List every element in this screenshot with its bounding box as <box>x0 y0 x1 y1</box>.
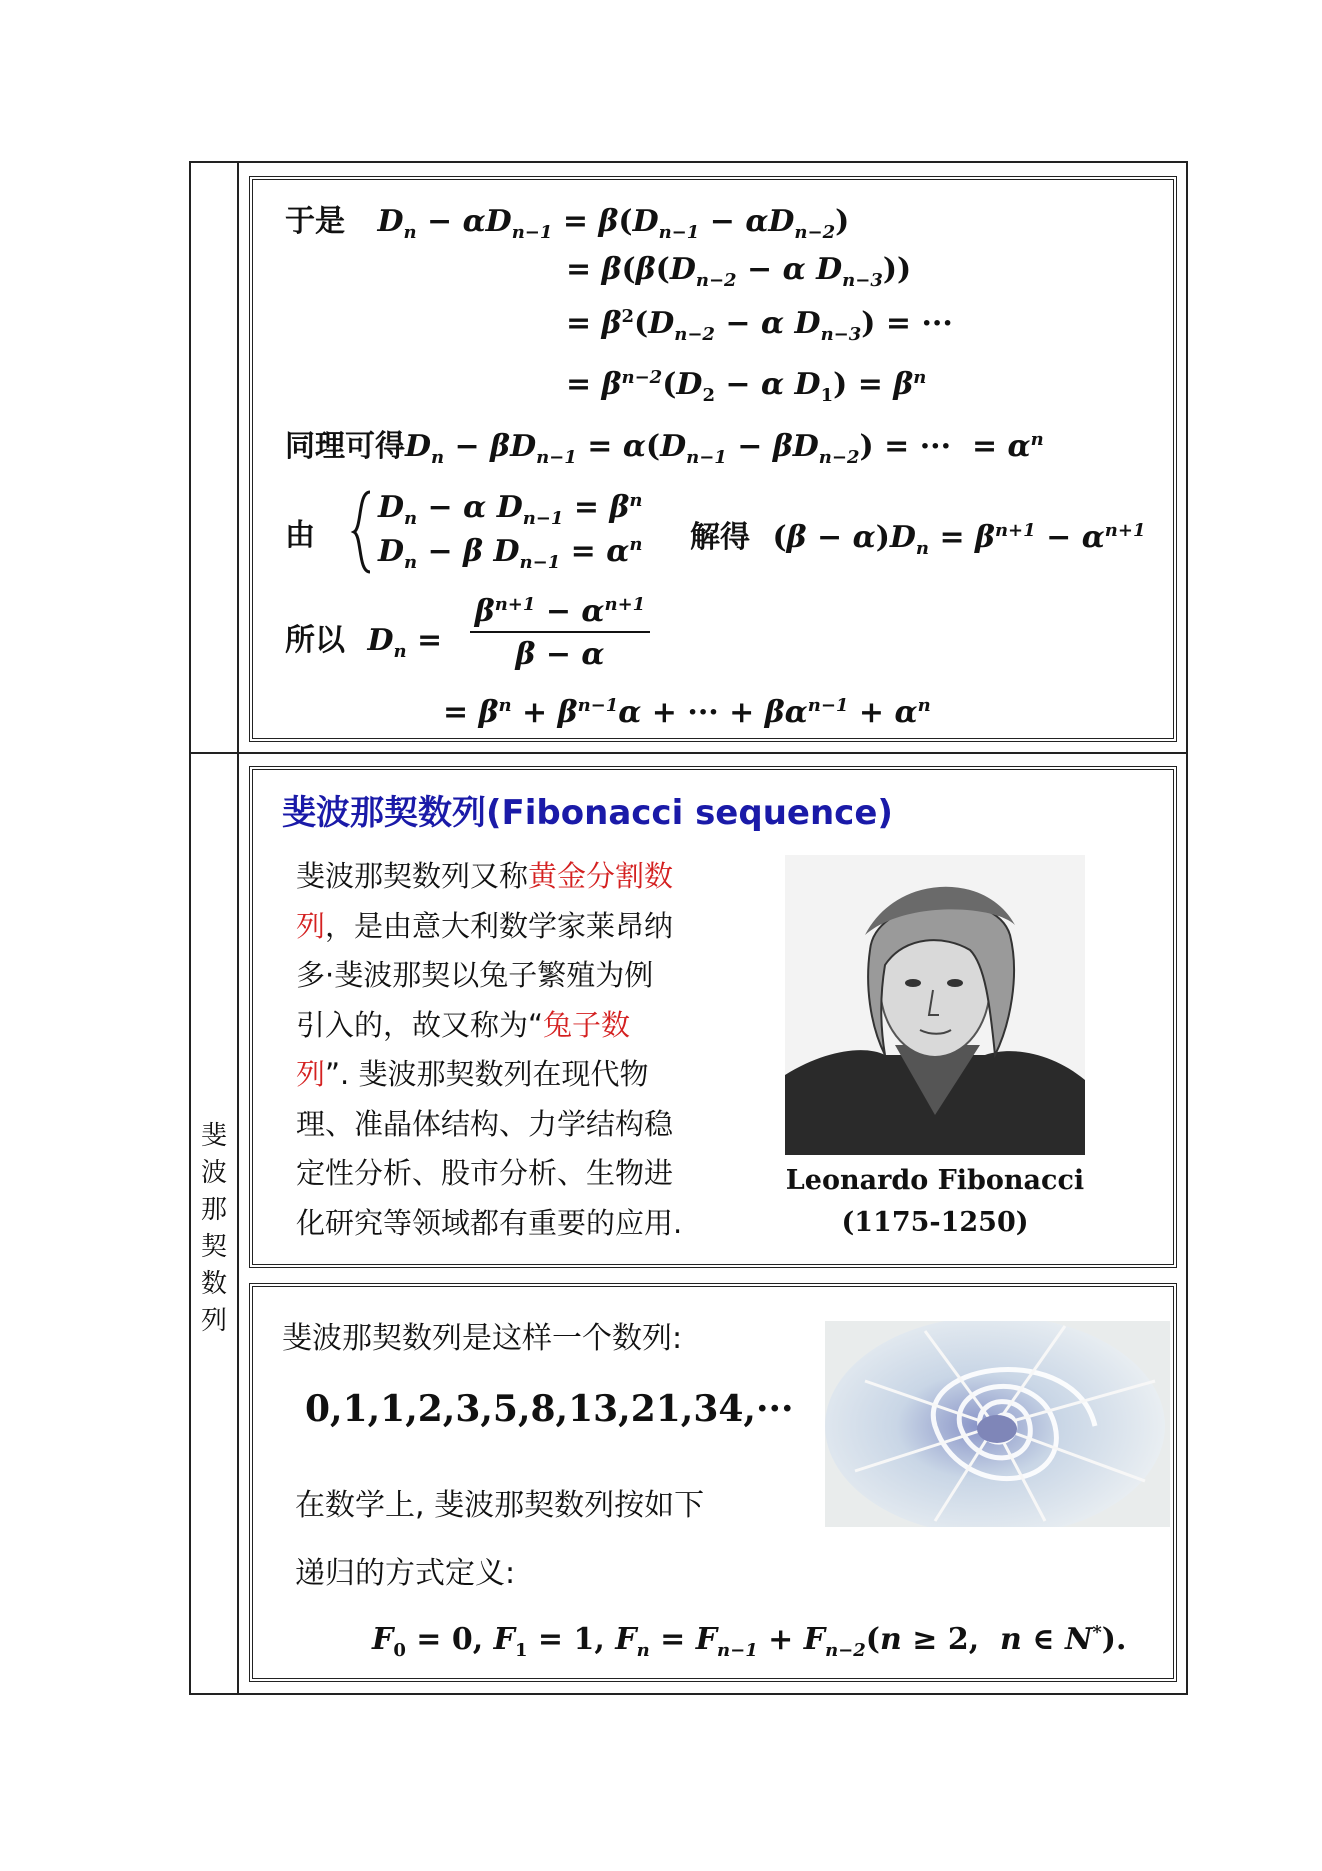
row-divider <box>189 752 1188 754</box>
derivation-line-1: 于是 $D_n - \alpha D_{n-1} = \beta(D_{n-1} - \alpha D_{n-2})$ <box>285 204 850 243</box>
derivation-line-5: 同理可得$D_n - \beta D_{n-1} = \alpha(D_{n-1} - \beta D_{n-2})$ = ··· = $\alpha^n$ <box>285 429 1044 468</box>
para-line: 化研究等领域都有重要的应用. <box>296 1205 683 1240</box>
section-title: 斐波那契数列(Fibonacci sequence) <box>282 793 893 833</box>
expansion-line: = $\beta^n + \beta^{n-1}\alpha$ + ··· + $\beta\alpha^{n-1} + \alpha^n$ <box>443 695 931 730</box>
sidebar-label: 斐 波 那 契 数 列 <box>200 1121 227 1336</box>
intro-paragraph <box>296 852 766 1248</box>
derivation-line-4: = $\beta^{n-2}(D_2 - \alpha$ $D_1) = \beta^n$ <box>566 367 927 406</box>
fraction: $\beta^{n+1} - \alpha^{n+1}$ β − α <box>470 594 650 672</box>
column-divider <box>237 161 239 1695</box>
para-line: 引入的，故又称为“兔子数 <box>296 1007 631 1042</box>
sequence-values: 0,1,1,2,3,5,8,13,21,34,··· <box>305 1388 794 1430</box>
recurrence-formula: $F_0 = 0$, $F_1 = 1$, $F_n = F_{n-1} + F_{n-2}(n \ge 2$, n ∈ N*). <box>372 1622 1127 1661</box>
left-brace-icon <box>350 490 374 574</box>
solve-result: 解得 $(\beta - \alpha)D_n = \beta^{n+1} - \alpha^{n+1}$ <box>690 520 1146 559</box>
para-line: 多·斐波那契以兔子繁殖为例 <box>296 958 654 992</box>
portrait-engraving-icon <box>785 855 1085 1155</box>
sequence-intro: 斐波那契数列是这样一个数列: <box>282 1321 683 1356</box>
para-line: 定性分析、股市分析、生物进 <box>296 1156 674 1190</box>
system-eq-1: $D_n - \alpha$ $D_{n-1} = \beta^n$ <box>378 490 643 529</box>
para-line: 斐波那契数列又称黄金分割数 <box>296 859 674 893</box>
system-eq-2: $D_n - \beta$ $D_{n-1} = \alpha^n$ <box>378 534 643 573</box>
portrait-caption-years: (1175-1250) <box>841 1207 1029 1238</box>
para-line: 列，是由意大利数学家莱昂纳 <box>296 908 674 943</box>
definition-line-2: 递归的方式定义: <box>295 1556 516 1591</box>
system-prefix: 由 <box>285 518 315 553</box>
para-line: 列”. 斐波那契数列在现代物 <box>296 1057 649 1091</box>
derivation-line-2: = $\beta(\beta(D_{n-2} - \alpha$ $D_{n-3}$)) <box>566 252 912 291</box>
para-line: 理、准晶体结构、力学结构稳 <box>296 1106 674 1141</box>
nautilus-shell-icon <box>825 1321 1170 1527</box>
conclusion-prefix: 所以 $D_n$ = <box>285 623 443 662</box>
derivation-line-3: = $\beta^2(D_{n-2} - \alpha$ $D_{n-3}$) = ··· <box>566 306 953 345</box>
definition-line-1: 在数学上, 斐波那契数列按如下 <box>295 1488 705 1523</box>
portrait-caption-name: Leonardo Fibonacci <box>785 1165 1085 1196</box>
